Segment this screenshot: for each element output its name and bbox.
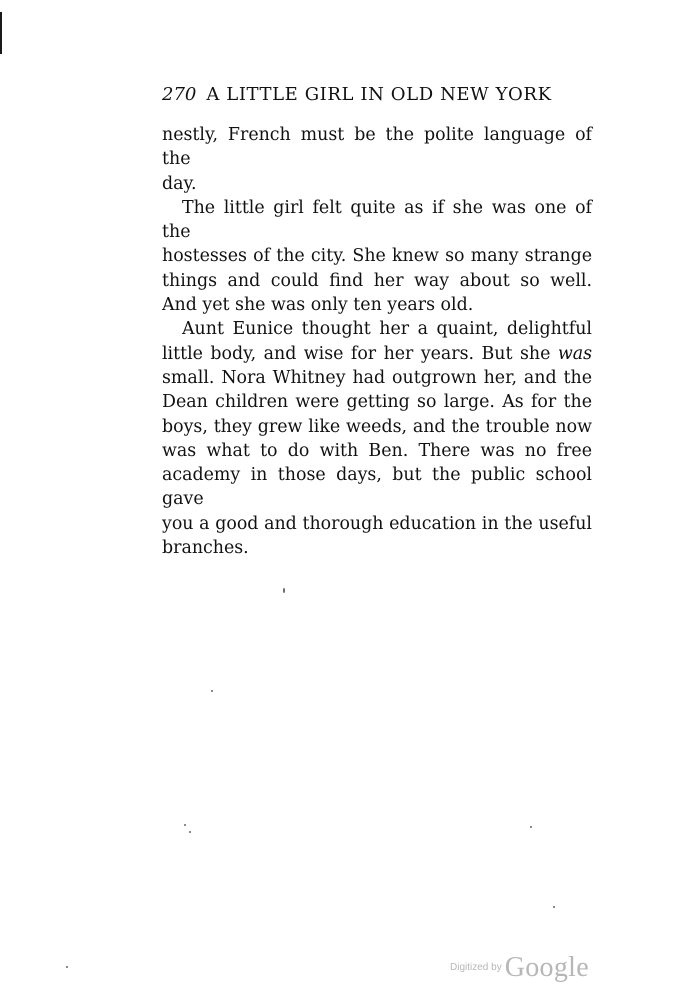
scan-speck	[184, 824, 186, 826]
text-line: academy in those days, but the public school gave	[162, 465, 592, 510]
text-line: small. Nora Whitney had outgrown her, and the	[162, 367, 592, 388]
digitized-by-google-watermark	[450, 952, 590, 984]
text-line: Dean children were getting so large. As for the	[162, 392, 592, 413]
paragraph-2	[162, 196, 592, 317]
text-line: was what to do with Ben. There was no free	[162, 440, 592, 461]
google-logo-text: Google	[504, 952, 589, 983]
scan-speck	[211, 690, 213, 692]
watermark-prefix: Digitized by	[450, 962, 502, 973]
scan-speck	[66, 966, 68, 968]
text-line: Aunt Eunice thought her a quaint, delightful	[182, 319, 592, 340]
body-text	[162, 123, 592, 560]
text-line: day.	[162, 173, 197, 194]
text-fragment: little body, and wise for her years. But she	[162, 343, 551, 364]
text-line: The little girl felt quite as if she was one of the	[162, 197, 592, 243]
scan-speck	[283, 588, 285, 593]
running-title: A LITTLE GIRL IN OLD NEW YORK	[206, 84, 552, 105]
running-header	[162, 84, 594, 105]
scan-speck	[530, 826, 532, 828]
scan-edge-mark	[0, 12, 2, 54]
page-number: 270	[162, 84, 197, 105]
text-line: boys, they grew like weeds, and the trouble now	[162, 416, 592, 437]
text-line: hostesses of the city. She knew so many strange	[162, 246, 592, 267]
scan-speck	[189, 831, 191, 833]
text-line: you a good and thorough education in the useful	[162, 513, 592, 534]
paragraph-3	[162, 317, 592, 560]
text-line-with-italic	[162, 342, 592, 366]
text-line: things and could find her way about so well.	[162, 270, 592, 291]
scan-speck	[553, 906, 555, 908]
text-line: branches.	[162, 538, 249, 559]
paragraph-1	[162, 123, 592, 196]
text-line: And yet she was only ten years old.	[162, 295, 474, 316]
text-line: nestly, French must be the polite language of the	[162, 125, 592, 170]
italic-emphasis: was	[557, 343, 592, 364]
